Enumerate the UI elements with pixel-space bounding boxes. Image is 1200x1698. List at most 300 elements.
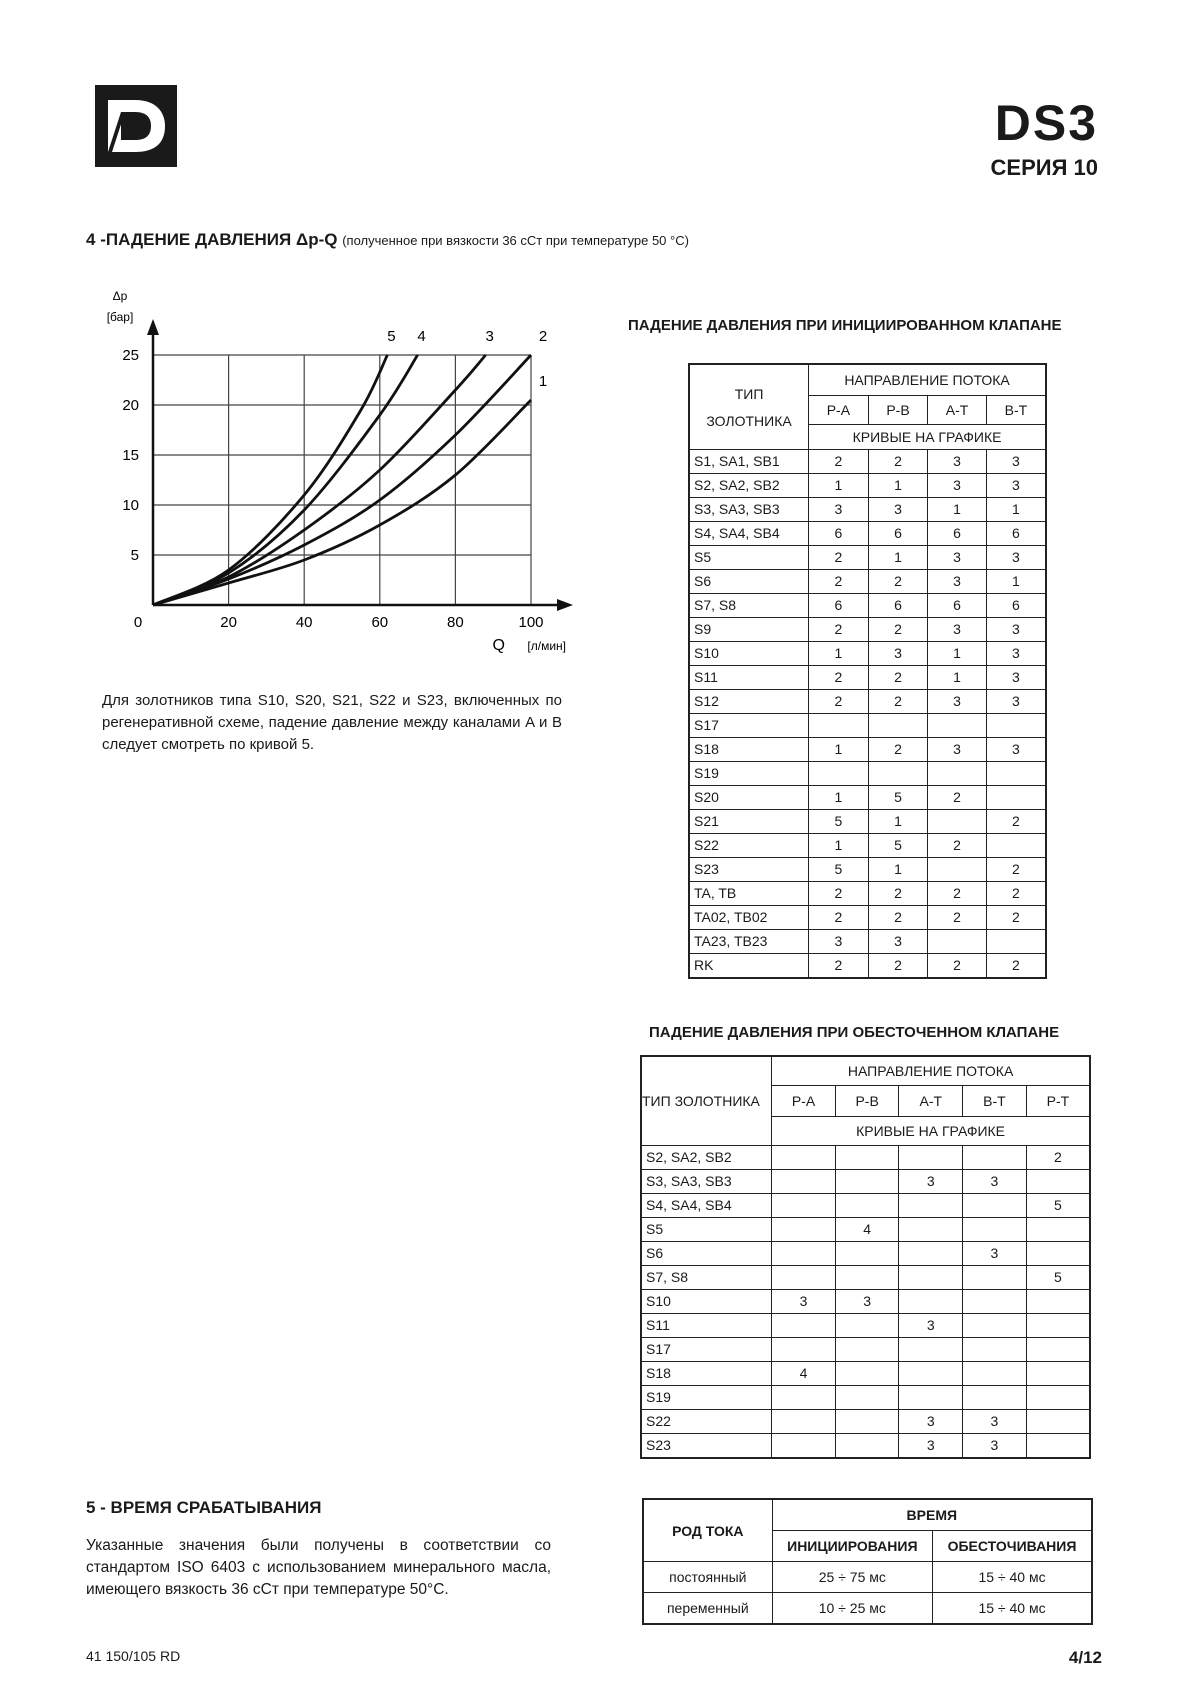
curve-cell (772, 1338, 836, 1362)
table-row (689, 714, 1046, 738)
curve-cell: 1 (809, 834, 869, 858)
table-row (689, 450, 1046, 474)
table-row (689, 690, 1046, 714)
curve-cell: 2 (868, 450, 928, 474)
curve-cell (1026, 1170, 1090, 1194)
curve-cell: 2 (986, 954, 1046, 979)
curve-cell: 3 (835, 1290, 899, 1314)
curve-cell: 5 (809, 858, 869, 882)
x-axis-label: Q (492, 637, 505, 654)
table-row (689, 882, 1046, 906)
curve-cell: 5 (1026, 1194, 1090, 1218)
spool-type-cell: S11 (641, 1314, 772, 1338)
column-header: B-T (986, 396, 1046, 425)
curve-cell: 3 (928, 618, 987, 642)
curve-cell (1026, 1386, 1090, 1410)
curve-cell: 1 (809, 786, 869, 810)
curve-cell (772, 1194, 836, 1218)
y-tick-label: 10 (122, 497, 139, 514)
curve-cell (928, 858, 987, 882)
curve-cell: 2 (868, 618, 928, 642)
curve-cell: 6 (809, 594, 869, 618)
curve-cell: 2 (868, 690, 928, 714)
spool-type-cell: S7, S8 (641, 1266, 772, 1290)
spool-type-cell: TA, TB (689, 882, 809, 906)
column-header: A-T (899, 1086, 963, 1117)
curve-cell: 3 (868, 498, 928, 522)
table-row (689, 642, 1046, 666)
curve-cell: 6 (986, 522, 1046, 546)
energizing-time-cell: 25 ÷ 75 мс (772, 1562, 932, 1593)
curve-cell: 2 (868, 954, 928, 979)
curve-cell (899, 1362, 963, 1386)
response-time-table (642, 1498, 1093, 1625)
document-code: DS3 (994, 95, 1098, 151)
curve-cell: 3 (928, 738, 987, 762)
table-row (689, 666, 1046, 690)
curve-cell: 1 (986, 498, 1046, 522)
curve-cell: 2 (986, 858, 1046, 882)
spool-type-cell: S22 (689, 834, 809, 858)
table-row (641, 1170, 1090, 1194)
deenergizing-time-cell: 15 ÷ 40 мс (933, 1562, 1092, 1593)
curve-cell: 4 (772, 1362, 836, 1386)
curve-cell (835, 1410, 899, 1434)
curve-cell (1026, 1218, 1090, 1242)
spool-type-cell: S23 (641, 1434, 772, 1459)
curve-cell (899, 1242, 963, 1266)
curve-cell: 1 (986, 570, 1046, 594)
column-header: B-T (963, 1086, 1027, 1117)
column-header: P-T (1026, 1086, 1090, 1117)
column-header: P-A (809, 396, 869, 425)
column-header: P-B (835, 1086, 899, 1117)
curve-cell (772, 1314, 836, 1338)
x-tick-label: 0 (133, 614, 143, 631)
curve-cell: 3 (809, 498, 869, 522)
table-row (689, 498, 1046, 522)
spool-type-cell: S12 (689, 690, 809, 714)
table-row (689, 618, 1046, 642)
spool-type-cell: S19 (689, 762, 809, 786)
series-line-3 (153, 355, 486, 605)
y-axis-arrow (147, 319, 159, 335)
spool-type-cell: S17 (689, 714, 809, 738)
curve-cell: 5 (809, 810, 869, 834)
series-label-3: 3 (485, 328, 494, 345)
spool-type-cell: RK (689, 954, 809, 979)
table-row (643, 1562, 1092, 1593)
curves-header: КРИВЫЕ НА ГРАФИКЕ (772, 1117, 1090, 1146)
spool-type-cell: S6 (689, 570, 809, 594)
curve-cell (772, 1218, 836, 1242)
x-tick-label: 100 (518, 614, 544, 631)
curve-cell (1026, 1362, 1090, 1386)
curve-cell: 5 (1026, 1266, 1090, 1290)
curve-cell (986, 762, 1046, 786)
spool-type-cell: S21 (689, 810, 809, 834)
curve-cell: 2 (986, 882, 1046, 906)
curve-cell (835, 1434, 899, 1459)
curve-cell (1026, 1290, 1090, 1314)
curve-cell (986, 714, 1046, 738)
curve-cell: 3 (986, 618, 1046, 642)
curve-cell (1026, 1410, 1090, 1434)
series-label-1: 1 (538, 373, 548, 390)
spool-type-header-line1: ТИП (734, 386, 764, 402)
header-row (689, 364, 1046, 396)
curve-cell: 2 (809, 906, 869, 930)
curve-cell: 1 (868, 546, 928, 570)
curve-cell: 2 (928, 786, 987, 810)
curve-cell: 3 (963, 1434, 1027, 1459)
table-row (641, 1290, 1090, 1314)
table-row (689, 786, 1046, 810)
x-tick-label: 60 (371, 614, 389, 631)
energizing-time-cell: 10 ÷ 25 мс (772, 1593, 932, 1625)
table-row (641, 1386, 1090, 1410)
chart-note: Для золотников типа S10, S20, S21, S22 и S23, включенных по регенеративной схеме, падение давление между каналами A и B следует смотреть по кривой 5. (102, 692, 562, 753)
curve-cell (899, 1146, 963, 1170)
spool-type-cell: S2, SA2, SB2 (641, 1146, 772, 1170)
curve-cell: 3 (868, 642, 928, 666)
curve-cell: 6 (868, 594, 928, 618)
table-row (689, 762, 1046, 786)
spool-type-cell: S10 (641, 1290, 772, 1314)
curve-cell: 1 (809, 642, 869, 666)
page-number: 4/12 (1068, 1648, 1102, 1667)
curve-cell: 2 (928, 882, 987, 906)
curve-cell: 2 (1026, 1146, 1090, 1170)
table-row (689, 930, 1046, 954)
deenergized-table (640, 1055, 1091, 1459)
table-row (641, 1410, 1090, 1434)
curve-cell: 2 (809, 570, 869, 594)
table-row (641, 1314, 1090, 1338)
spool-type-cell: S5 (689, 546, 809, 570)
curve-cell: 3 (899, 1170, 963, 1194)
current-type-header: РОД ТОКА (643, 1499, 772, 1562)
spool-type-cell: S22 (641, 1410, 772, 1434)
table-row (689, 522, 1046, 546)
table-row (641, 1434, 1090, 1459)
deenergized-table-title: ПАДЕНИЕ ДАВЛЕНИЯ ПРИ ОБЕСТОЧЕННОМ КЛАПАНЕ (649, 1024, 1060, 1041)
curve-cell: 2 (809, 618, 869, 642)
curve-cell: 3 (868, 930, 928, 954)
table-row (689, 594, 1046, 618)
spool-type-cell: S19 (641, 1386, 772, 1410)
flow-direction-header: НАПРАВЛЕНИЕ ПОТОКА (772, 1056, 1090, 1086)
curve-cell (963, 1146, 1027, 1170)
spool-type-cell: S3, SA3, SB3 (689, 498, 809, 522)
table-row (641, 1266, 1090, 1290)
curve-cell (868, 714, 928, 738)
chart-axes (147, 319, 573, 611)
table-row (689, 954, 1046, 979)
curve-cell (868, 762, 928, 786)
curve-cell (963, 1266, 1027, 1290)
curve-cell: 1 (868, 858, 928, 882)
y-axis-label: Δp (112, 289, 128, 303)
spool-type-cell: S7, S8 (689, 594, 809, 618)
curve-cell: 3 (899, 1434, 963, 1459)
x-tick-label: 20 (220, 614, 237, 631)
table-row (641, 1362, 1090, 1386)
curve-cell (928, 810, 987, 834)
table-row (689, 474, 1046, 498)
section-title: -ПАДЕНИЕ ДАВЛЕНИЯ (100, 230, 292, 249)
section-number: 4 (86, 230, 96, 249)
curve-cell: 3 (986, 666, 1046, 690)
table-row (689, 738, 1046, 762)
current-type-cell: постоянный (643, 1562, 772, 1593)
curve-cell: 2 (868, 570, 928, 594)
column-header: P-A (772, 1086, 836, 1117)
curve-cell: 3 (986, 546, 1046, 570)
table-row (641, 1146, 1090, 1170)
table-row (643, 1593, 1092, 1625)
curve-cell (835, 1194, 899, 1218)
curve-cell (835, 1338, 899, 1362)
spool-type-cell: S20 (689, 786, 809, 810)
curve-cell (928, 930, 987, 954)
curve-cell (963, 1386, 1027, 1410)
chart-series (153, 355, 531, 605)
spool-type-cell: S18 (641, 1362, 772, 1386)
table-row (641, 1218, 1090, 1242)
curve-cell (835, 1146, 899, 1170)
curve-cell: 3 (928, 450, 987, 474)
curve-cell: 4 (835, 1218, 899, 1242)
time-header: ВРЕМЯ (772, 1499, 1092, 1531)
curve-cell (772, 1170, 836, 1194)
curve-cell: 2 (928, 906, 987, 930)
curve-cell: 3 (986, 474, 1046, 498)
spool-type-cell: S4, SA4, SB4 (641, 1194, 772, 1218)
spool-type-header (689, 364, 809, 450)
curve-cell: 3 (899, 1314, 963, 1338)
curve-cell (928, 714, 987, 738)
column-header: A-T (928, 396, 987, 425)
section-formula: Δp-Q (295, 230, 338, 249)
curve-cell: 3 (899, 1410, 963, 1434)
table-row (641, 1338, 1090, 1362)
curve-cell: 1 (928, 498, 987, 522)
curve-cell: 3 (928, 474, 987, 498)
curve-cell: 5 (868, 834, 928, 858)
spool-type-cell: S6 (641, 1242, 772, 1266)
curve-cell: 2 (868, 882, 928, 906)
section-5-text: Указанные значения были получены в соответствии со стандартом ISO 6403 с использованием минерального масла, имеющего вязкость 36 сСт при температуре 50°С. (86, 1537, 551, 1598)
curve-cell (1026, 1338, 1090, 1362)
energized-table (688, 363, 1047, 979)
curve-cell: 2 (809, 666, 869, 690)
curve-cell: 2 (986, 810, 1046, 834)
curve-cell: 6 (809, 522, 869, 546)
y-tick-label: 20 (122, 397, 139, 414)
curve-cell: 3 (986, 450, 1046, 474)
curve-cell: 6 (868, 522, 928, 546)
header-row (641, 1056, 1090, 1086)
curve-cell (1026, 1434, 1090, 1459)
curves-header: КРИВЫЕ НА ГРАФИКЕ (809, 425, 1046, 450)
curve-cell: 3 (928, 546, 987, 570)
energized-table-title: ПАДЕНИЕ ДАВЛЕНИЯ ПРИ ИНИЦИИРОВАННОМ КЛАПАНЕ (628, 317, 1062, 334)
curve-cell (835, 1242, 899, 1266)
curve-cell: 5 (868, 786, 928, 810)
x-axis-unit: [л/мин] (527, 639, 566, 653)
curve-cell: 2 (809, 546, 869, 570)
spool-type-cell: TA02, TB02 (689, 906, 809, 930)
curve-cell (1026, 1242, 1090, 1266)
curve-cell: 6 (928, 522, 987, 546)
curve-cell: 6 (986, 594, 1046, 618)
chart-grid (153, 355, 531, 605)
curve-cell (772, 1146, 836, 1170)
table-row (689, 906, 1046, 930)
curve-cell (899, 1386, 963, 1410)
pressure-drop-chart (95, 285, 580, 660)
curve-cell: 2 (809, 954, 869, 979)
curve-cell (835, 1386, 899, 1410)
energizing-header: ИНИЦИИРОВАНИЯ (772, 1531, 932, 1562)
section-4-heading (86, 230, 689, 250)
spool-type-header-line2: ЗОЛОТНИКА (706, 413, 792, 429)
curve-cell: 1 (928, 666, 987, 690)
table-row (689, 858, 1046, 882)
spool-type-cell: S3, SA3, SB3 (641, 1170, 772, 1194)
curve-cell: 2 (809, 882, 869, 906)
document-series: СЕРИЯ 10 (990, 155, 1098, 180)
document-number: 41 150/105 RD (86, 1648, 181, 1664)
spool-type-cell: S18 (689, 738, 809, 762)
current-type-cell: переменный (643, 1593, 772, 1625)
curve-cell: 6 (928, 594, 987, 618)
y-tick-label: 25 (122, 347, 139, 364)
deenergizing-header: ОБЕСТОЧИВАНИЯ (933, 1531, 1092, 1562)
column-header: P-B (868, 396, 928, 425)
curve-cell: 1 (868, 474, 928, 498)
curve-cell: 3 (928, 570, 987, 594)
curve-cell: 2 (809, 690, 869, 714)
curve-cell (963, 1314, 1027, 1338)
curve-cell: 2 (809, 450, 869, 474)
spool-type-header: ТИП ЗОЛОТНИКА (641, 1056, 772, 1146)
curve-cell (1026, 1314, 1090, 1338)
series-label-5: 5 (387, 328, 396, 345)
table-row (641, 1194, 1090, 1218)
x-tick-label: 80 (447, 614, 464, 631)
curve-cell: 3 (809, 930, 869, 954)
curve-cell: 3 (963, 1170, 1027, 1194)
curve-cell: 2 (868, 666, 928, 690)
curve-cell (899, 1218, 963, 1242)
flow-direction-header: НАПРАВЛЕНИЕ ПОТОКА (809, 364, 1046, 396)
curve-cell (963, 1194, 1027, 1218)
y-axis-unit: [бар] (106, 310, 134, 324)
y-tick-label: 5 (130, 547, 139, 564)
curve-cell: 3 (772, 1290, 836, 1314)
curve-cell (899, 1290, 963, 1314)
curve-cell: 1 (928, 642, 987, 666)
series-line-5 (153, 355, 387, 605)
curve-cell (809, 714, 869, 738)
curve-cell (835, 1362, 899, 1386)
curve-cell (928, 762, 987, 786)
spool-type-cell: S11 (689, 666, 809, 690)
spool-type-cell: S9 (689, 618, 809, 642)
spool-type-cell: S4, SA4, SB4 (689, 522, 809, 546)
curve-cell: 3 (928, 690, 987, 714)
spool-type-cell: S2, SA2, SB2 (689, 474, 809, 498)
curve-cell (835, 1170, 899, 1194)
curve-cell: 3 (963, 1242, 1027, 1266)
curve-cell: 2 (928, 834, 987, 858)
curve-cell: 3 (986, 690, 1046, 714)
curve-cell (772, 1242, 836, 1266)
curve-cell: 3 (986, 738, 1046, 762)
curve-cell: 3 (986, 642, 1046, 666)
spool-type-cell: S1, SA1, SB1 (689, 450, 809, 474)
table-row (641, 1242, 1090, 1266)
curve-cell: 1 (868, 810, 928, 834)
deenergizing-time-cell: 15 ÷ 40 мс (933, 1593, 1092, 1625)
series-label-2: 2 (538, 328, 548, 345)
curve-cell (963, 1290, 1027, 1314)
table-row (689, 834, 1046, 858)
table-row (689, 810, 1046, 834)
curve-cell: 1 (809, 738, 869, 762)
spool-type-cell: S23 (689, 858, 809, 882)
curve-cell (899, 1194, 963, 1218)
curve-cell (963, 1218, 1027, 1242)
spool-type-cell: TA23, TB23 (689, 930, 809, 954)
curve-cell (772, 1266, 836, 1290)
curve-cell (986, 786, 1046, 810)
series-label-4: 4 (417, 328, 426, 345)
table-row (689, 546, 1046, 570)
curve-cell (835, 1266, 899, 1290)
curve-cell (835, 1314, 899, 1338)
section-5-heading: 5 - ВРЕМЯ СРАБАТЫВАНИЯ (86, 1498, 322, 1517)
curve-cell (772, 1386, 836, 1410)
curve-cell (772, 1410, 836, 1434)
y-tick-label: 15 (122, 447, 139, 464)
x-tick-label: 40 (295, 614, 313, 631)
curve-cell: 2 (868, 906, 928, 930)
curve-cell (986, 930, 1046, 954)
curve-cell (809, 762, 869, 786)
curve-cell: 2 (986, 906, 1046, 930)
curve-cell (986, 834, 1046, 858)
spool-type-cell: S5 (641, 1218, 772, 1242)
curve-cell (963, 1338, 1027, 1362)
curve-cell (963, 1362, 1027, 1386)
curve-cell: 2 (868, 738, 928, 762)
curve-cell (899, 1338, 963, 1362)
section-subtitle: (полученное при вязкости 36 сСт при температуре 50 °C) (342, 233, 689, 248)
series-line-2 (153, 355, 531, 605)
table-row (689, 570, 1046, 594)
curve-cell (772, 1434, 836, 1459)
spool-type-cell: S17 (641, 1338, 772, 1362)
curve-cell: 3 (963, 1410, 1027, 1434)
x-axis-arrow (557, 599, 573, 611)
company-logo (95, 85, 177, 167)
spool-type-cell: S10 (689, 642, 809, 666)
curve-cell (899, 1266, 963, 1290)
curve-cell: 2 (928, 954, 987, 979)
